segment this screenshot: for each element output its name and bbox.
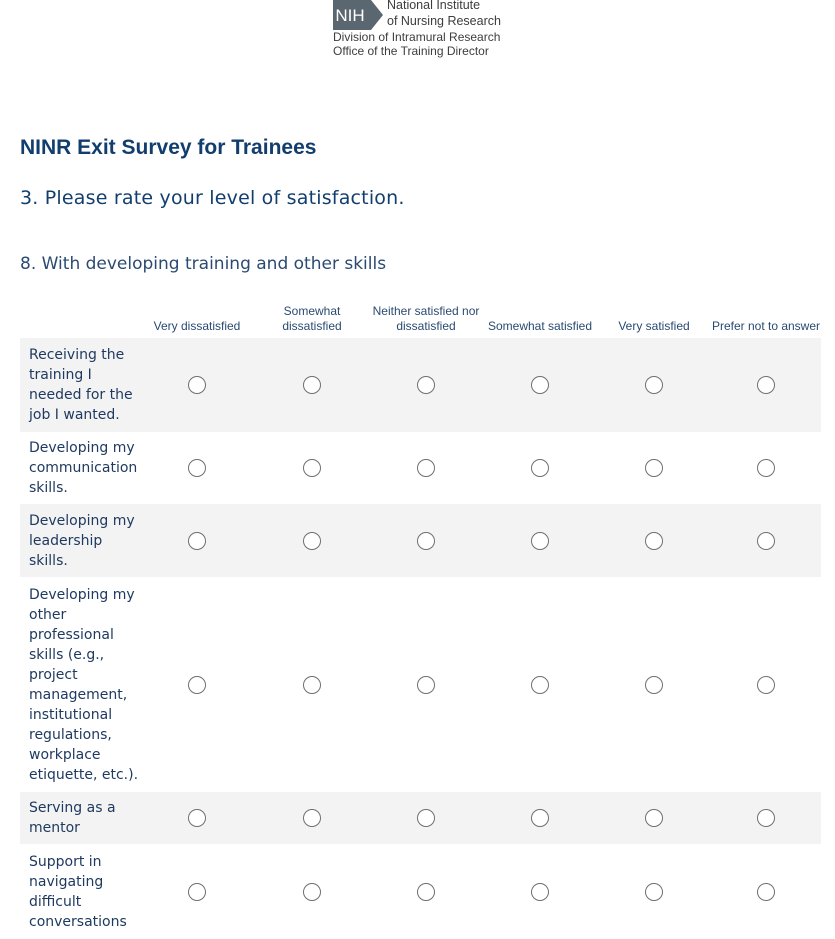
rating-radio[interactable] [531, 676, 549, 694]
rating-radio[interactable] [757, 532, 775, 550]
rating-radio[interactable] [188, 459, 206, 477]
matrix-row [20, 504, 821, 577]
matrix-rows [20, 338, 821, 939]
rating-radio[interactable] [417, 676, 435, 694]
rating-radio[interactable] [757, 809, 775, 827]
rating-radio[interactable] [645, 676, 663, 694]
logo-division-line: Division of Intramural Research [333, 30, 501, 44]
rating-radio[interactable] [531, 376, 549, 394]
rating-radio[interactable] [645, 376, 663, 394]
rating-radio[interactable] [757, 676, 775, 694]
rating-radio[interactable] [303, 376, 321, 394]
matrix-row-label: Developing my communication skills. [29, 440, 138, 496]
logo-office-line: Office of the Training Director [333, 44, 489, 58]
rating-radio[interactable] [757, 459, 775, 477]
rating-radio[interactable] [188, 532, 206, 550]
rating-radio[interactable] [303, 676, 321, 694]
column-header: Very satisfied [618, 319, 690, 333]
logo-institute-line1: National Institute [387, 0, 481, 12]
matrix-row [20, 577, 821, 792]
matrix-row-label: Serving as a mentor [29, 800, 116, 836]
nih-logo-mark-text: NIH [335, 6, 365, 25]
matrix-row [20, 844, 821, 939]
column-header: Neither satisfied nor dissatisfied [372, 304, 480, 333]
rating-radio[interactable] [645, 809, 663, 827]
rating-radio[interactable] [531, 883, 549, 901]
matrix-row [20, 432, 821, 504]
rating-radio[interactable] [417, 459, 435, 477]
rating-radio[interactable] [188, 809, 206, 827]
rating-radio[interactable] [303, 532, 321, 550]
rating-radio[interactable] [645, 883, 663, 901]
matrix-row-label: Receiving the training I needed for the job I wanted. [29, 347, 133, 423]
rating-radio[interactable] [188, 883, 206, 901]
rating-radio[interactable] [417, 883, 435, 901]
nih-logo-icon [333, 0, 383, 30]
rating-radio[interactable] [757, 376, 775, 394]
logo-institute-line2: of Nursing Research [387, 14, 501, 28]
rating-radio[interactable] [645, 532, 663, 550]
matrix-row-label: Support in navigating difficult conversations [29, 854, 127, 930]
section-title: 3. Please rate your level of satisfaction. [20, 187, 405, 209]
column-header: Very dissatisfied [153, 319, 241, 333]
rating-radio[interactable] [417, 376, 435, 394]
matrix-row-label: Developing my other professional skills (e.g., project management, institutional regulations, workplace etiquette, etc.). [29, 587, 139, 783]
rating-radio[interactable] [645, 459, 663, 477]
rating-radio[interactable] [417, 532, 435, 550]
rating-radio[interactable] [303, 459, 321, 477]
rating-radio[interactable] [303, 809, 321, 827]
satisfaction-matrix [20, 296, 821, 939]
rating-radio[interactable] [531, 532, 549, 550]
survey-title: NINR Exit Survey for Trainees [20, 136, 317, 159]
matrix-row [20, 792, 821, 844]
rating-radio[interactable] [303, 883, 321, 901]
question-title: 8. With developing training and other skills [20, 254, 387, 274]
matrix-header [20, 296, 821, 338]
rating-radio[interactable] [531, 809, 549, 827]
rating-radio[interactable] [417, 809, 435, 827]
rating-radio[interactable] [188, 676, 206, 694]
matrix-row [20, 338, 821, 432]
rating-radio[interactable] [757, 883, 775, 901]
rating-radio[interactable] [188, 376, 206, 394]
column-header: Somewhat satisfied [487, 319, 593, 333]
rating-radio[interactable] [531, 459, 549, 477]
column-header: Prefer not to answer [711, 319, 821, 333]
column-header: Somewhat dissatisfied [282, 304, 342, 333]
nih-ninr-logo [333, 0, 533, 62]
matrix-row-label: Developing my leadership skills. [29, 513, 135, 569]
